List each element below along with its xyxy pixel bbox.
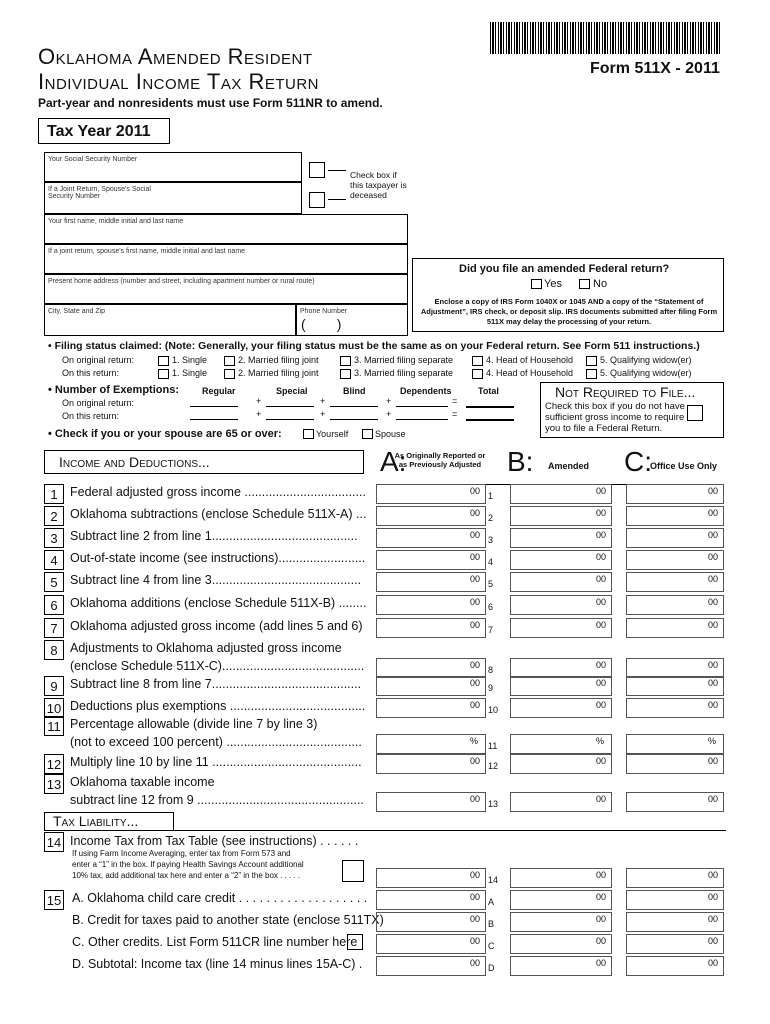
cents-marker: 00 — [470, 620, 481, 630]
deceased-checkbox[interactable] — [309, 162, 325, 178]
cents-marker: 00 — [708, 530, 719, 540]
line-text: Percentage allowable (divide line 7 by line 3) — [70, 717, 318, 731]
exemption-input[interactable] — [466, 406, 514, 408]
cents-marker: 00 — [596, 486, 607, 496]
exemption-operator: + — [256, 409, 262, 419]
filing-status-checkbox[interactable] — [340, 369, 351, 379]
amended-federal-question: Did you file an amended Federal return? — [459, 263, 670, 275]
amended-yes-label: Yes — [544, 278, 562, 290]
city-field[interactable] — [44, 304, 296, 336]
cents-marker: 00 — [708, 936, 719, 946]
col-a-letter: A: — [380, 446, 407, 477]
address-field[interactable] — [44, 274, 408, 304]
amended-no-label: No — [593, 278, 608, 290]
address-label: Present home address (number and street, including apartment number or rural route) — [48, 278, 315, 285]
exemption-input[interactable] — [330, 406, 378, 407]
exemption-input[interactable] — [330, 419, 378, 420]
phone-label: Phone Number — [300, 308, 348, 315]
not-required-title: Not Required to File... — [555, 384, 696, 400]
line-ref: D — [488, 963, 495, 973]
exemption-operator: = — [452, 396, 458, 406]
filing-status-checkbox[interactable] — [472, 369, 483, 379]
age65-yourself-checkbox[interactable] — [303, 429, 314, 439]
not-required-checkbox[interactable] — [687, 405, 703, 421]
cents-marker: 00 — [470, 508, 481, 518]
line-number: 9 — [44, 676, 64, 696]
age65-label: • Check if you or your spouse are 65 or over: — [48, 428, 282, 440]
exemption-input[interactable] — [190, 406, 238, 407]
cents-marker: 00 — [708, 756, 719, 766]
phone-parens: ( ) — [301, 316, 342, 332]
exemption-operator: + — [386, 409, 392, 419]
line-ref: 14 — [488, 875, 499, 885]
line-ref: 3 — [488, 535, 494, 545]
exemption-input[interactable] — [396, 419, 448, 420]
cents-marker: 00 — [708, 574, 719, 584]
cents-marker: 00 — [708, 794, 719, 804]
line-text: Adjustments to Oklahoma adjusted gross income — [70, 641, 342, 655]
cents-marker: 00 — [596, 508, 607, 518]
amended-federal-box — [412, 258, 724, 332]
not-required-box — [540, 382, 724, 438]
tax-year-box: Tax Year 2011 — [38, 118, 170, 144]
cents-marker: 00 — [596, 620, 607, 630]
line-14-note2: enter a “1” in the box. If paying Health Savings Account additional — [72, 860, 304, 869]
tax-liability-rule — [44, 830, 726, 831]
cents-marker: 00 — [708, 486, 719, 496]
col-a-text: As Originally Reported or as Previously Adjusted — [394, 451, 486, 469]
line-number: 6 — [44, 595, 64, 615]
line-text-continued: (enclose Schedule 511X-C)......................................... — [70, 659, 365, 673]
spouse-ssn-label: If a Joint Return, Spouse's Social Security Number — [48, 186, 151, 200]
line-number: 8 — [44, 640, 64, 660]
line-ref: B — [488, 919, 495, 929]
exemptions-col-total: Total — [478, 386, 499, 396]
cents-marker: 00 — [470, 936, 481, 946]
city-label: City, State and Zip — [48, 308, 106, 315]
cents-marker: 00 — [470, 700, 481, 710]
cents-marker: 00 — [596, 700, 607, 710]
line-number: 5 — [44, 572, 64, 592]
exemption-input[interactable] — [466, 419, 514, 421]
exemptions-col-dependents: Dependents — [400, 386, 452, 396]
line-15-text: A. Oklahoma child care credit . . . . . . . . . . . . . . . . . . . — [72, 891, 368, 905]
arrow-line — [328, 199, 346, 200]
cents-marker: 00 — [470, 486, 481, 496]
exemptions-this-label: On this return: — [62, 411, 120, 421]
filing-status-checkbox[interactable] — [158, 356, 169, 366]
filing-status-heading: • Filing status claimed: (Note: Generally, your filing status must be the same as on your Federal return. See Form 511 instructions.) — [48, 340, 700, 352]
cents-marker: 00 — [708, 892, 719, 902]
line-ref: 5 — [488, 579, 494, 589]
cents-marker: 00 — [470, 892, 481, 902]
cents-marker: 00 — [596, 660, 607, 670]
cents-marker: 00 — [708, 508, 719, 518]
cents-marker: 00 — [596, 936, 607, 946]
col-b-text: Amended — [548, 461, 590, 471]
exemption-operator: + — [320, 409, 326, 419]
age65-yourself-label: Yourself — [316, 429, 349, 439]
exemption-input[interactable] — [190, 419, 238, 420]
line-text: Subtract line 2 from line 1.......................................... — [70, 529, 358, 543]
line-15-text: C. Other credits. List Form 511CR line number here — [72, 935, 358, 949]
cents-marker: 00 — [470, 530, 481, 540]
form-title: Oklahoma Amended Resident Individual Income Tax Return — [38, 44, 320, 94]
line-ref: 9 — [488, 683, 494, 693]
line-number: 2 — [44, 506, 64, 526]
cents-marker: 00 — [708, 678, 719, 688]
cents-marker: 00 — [470, 678, 481, 688]
cents-marker: 00 — [470, 660, 481, 670]
exemptions-col-blind: Blind — [343, 386, 366, 396]
line-ref: 1 — [488, 491, 494, 501]
filing-this-label: On this return: — [62, 368, 120, 378]
exemption-input[interactable] — [266, 419, 314, 420]
cents-marker: 00 — [596, 794, 607, 804]
filing-status-checkbox[interactable] — [224, 356, 235, 366]
cents-marker: 00 — [470, 794, 481, 804]
spouse-deceased-checkbox[interactable] — [309, 192, 325, 208]
cents-marker: 00 — [708, 660, 719, 670]
line-ref: 2 — [488, 513, 494, 523]
arrow-line — [328, 170, 346, 171]
line-text: Oklahoma adjusted gross income (add lines 5 and 6) — [70, 619, 363, 633]
cents-marker: % — [708, 736, 717, 746]
line-number: 12 — [44, 754, 64, 774]
line-text: Subtract line 4 from line 3........................................... — [70, 573, 362, 587]
line-14-text: Income Tax from Tax Table (see instructions) . . . . . . — [70, 834, 359, 848]
line-14-number: 14 — [44, 832, 64, 852]
cents-marker: 00 — [596, 870, 607, 880]
exemption-input[interactable] — [396, 406, 448, 407]
line-15-number: 15 — [44, 890, 64, 910]
deceased-note: Check box if this taxpayer is deceased — [350, 170, 407, 200]
tax-liability-heading: Tax Liability... — [44, 812, 174, 830]
col-b-letter: B: — [507, 446, 534, 477]
ssn-field[interactable] — [44, 152, 302, 182]
line-15-text: B. Credit for taxes paid to another state (enclose 511TX) — [72, 913, 384, 927]
spouse-ssn-field[interactable] — [44, 182, 302, 214]
line-ref: 7 — [488, 625, 494, 635]
form-number: Form 511X - 2011 — [590, 60, 720, 77]
amended-yes-checkbox[interactable] — [531, 279, 542, 289]
not-required-text: Check this box if you do not have sufficient gross income to require you to file a Federal Return. — [545, 401, 685, 434]
cents-marker: 00 — [708, 552, 719, 562]
cents-marker: 00 — [708, 620, 719, 630]
line-text: Deductions plus exemptions ....................................... — [70, 699, 366, 713]
ssn-label: Your Social Security Number — [48, 156, 138, 163]
filing-status-option-label: 3. Married filing separate — [354, 355, 454, 365]
filing-status-option-label: 1. Single — [172, 355, 208, 365]
filing-status-option-label: 5. Qualifying widow(er) — [600, 368, 692, 378]
cents-marker: 00 — [596, 756, 607, 766]
exemptions-heading: • Number of Exemptions: — [48, 384, 179, 396]
line-14-note1: If using Farm Income Averaging, enter tax from Form 573 and — [72, 849, 291, 858]
first-name-label: Your first name, middle initial and last name — [48, 218, 184, 225]
cents-marker: 00 — [596, 678, 607, 688]
cents-marker: % — [596, 736, 605, 746]
cents-marker: 00 — [708, 700, 719, 710]
income-heading: Income and Deductions... — [44, 450, 364, 474]
cents-marker: 00 — [596, 914, 607, 924]
line-text-continued: (not to exceed 100 percent) ....................................... — [70, 735, 362, 749]
line-ref: 12 — [488, 761, 499, 771]
exemptions-col-regular: Regular — [202, 386, 236, 396]
line-text: Out-of-state income (see instructions)......................... — [70, 551, 366, 565]
cents-marker: 00 — [470, 870, 481, 880]
age65-spouse-label: Spouse — [375, 429, 406, 439]
line-ref: 10 — [488, 705, 499, 715]
cents-marker: 00 — [708, 958, 719, 968]
cents-marker: 00 — [596, 530, 607, 540]
line-ref: 6 — [488, 602, 494, 612]
line-number: 4 — [44, 550, 64, 570]
cents-marker: 00 — [470, 552, 481, 562]
filing-status-option-label: 3. Married filing separate — [354, 368, 454, 378]
exemption-operator: + — [256, 396, 262, 406]
amended-federal-note: Enclose a copy of IRS Form 1040X or 1045 AND a copy of the “Statement of Adjustment”, IRS check, or deposit slip. IRS documents submitted after filing Form 511X may delay the processing of your return. — [420, 297, 718, 326]
filing-status-checkbox[interactable] — [224, 369, 235, 379]
cents-marker: 00 — [470, 914, 481, 924]
line-ref: C — [488, 941, 495, 951]
age65-spouse-checkbox[interactable] — [362, 429, 373, 439]
filing-status-checkbox[interactable] — [586, 369, 597, 379]
line-15-text: D. Subtotal: Income tax (line 14 minus lines 15A-C) . — [72, 957, 363, 971]
cents-marker: 00 — [596, 958, 607, 968]
exemption-operator: + — [320, 396, 326, 406]
phone-field[interactable] — [296, 304, 408, 336]
line-text: Federal adjusted gross income ................................... — [70, 485, 366, 499]
line-number: 1 — [44, 484, 64, 504]
line-ref: 8 — [488, 665, 494, 675]
filing-original-label: On original return: — [62, 355, 135, 365]
exemptions-col-special: Special — [276, 386, 308, 396]
amended-no-checkbox[interactable] — [579, 279, 590, 289]
line-ref: 13 — [488, 799, 499, 809]
spouse-name-field[interactable] — [44, 244, 408, 274]
first-name-field[interactable] — [44, 214, 408, 244]
line-ref: A — [488, 897, 495, 907]
line-ref: 4 — [488, 557, 494, 567]
line-number: 10 — [44, 698, 64, 718]
filing-status-option-label: 1. Single — [172, 368, 208, 378]
filing-status-checkbox[interactable] — [586, 356, 597, 366]
filing-status-option-label: 4. Head of Household — [486, 368, 574, 378]
line-number: 7 — [44, 618, 64, 638]
line-number: 3 — [44, 528, 64, 548]
filing-status-option-label: 2. Married filing joint — [238, 355, 319, 365]
filing-status-checkbox[interactable] — [158, 369, 169, 379]
cents-marker: 00 — [596, 597, 607, 607]
line-14-code-box[interactable] — [342, 860, 364, 882]
cents-marker: 00 — [708, 597, 719, 607]
line-number: 13 — [44, 774, 64, 794]
exemption-input[interactable] — [266, 406, 314, 407]
exemption-operator: + — [386, 396, 392, 406]
cents-marker: 00 — [470, 574, 481, 584]
line-number: 11 — [44, 716, 64, 736]
line-text: Oklahoma taxable income — [70, 775, 215, 789]
part-year-note: Part-year and nonresidents must use Form 511NR to amend. — [38, 96, 383, 110]
filing-status-option-label: 5. Qualifying widow(er) — [600, 355, 692, 365]
line-15c-box[interactable] — [347, 934, 363, 950]
filing-status-checkbox[interactable] — [340, 356, 351, 366]
cents-marker: % — [470, 736, 479, 746]
line-text: Oklahoma subtractions (enclose Schedule 511X-A) ... — [70, 507, 367, 521]
filing-status-option-label: 2. Married filing joint — [238, 368, 319, 378]
cents-marker: 00 — [596, 574, 607, 584]
line-ref: 11 — [488, 741, 498, 751]
filing-status-checkbox[interactable] — [472, 356, 483, 366]
line-text: Subtract line 8 from line 7........................................... — [70, 677, 362, 691]
cents-marker: 00 — [596, 892, 607, 902]
spouse-name-label: If a joint return, spouse's first name, middle initial and last name — [48, 248, 246, 255]
cents-marker: 00 — [470, 597, 481, 607]
exemption-operator: = — [452, 409, 458, 419]
exemptions-original-label: On original return: — [62, 398, 135, 408]
filing-status-option-label: 4. Head of Household — [486, 355, 574, 365]
barcode — [490, 22, 722, 54]
cents-marker: 00 — [470, 756, 481, 766]
line-text: Multiply line 10 by line 11 ........................................... — [70, 755, 362, 769]
cents-marker: 00 — [708, 870, 719, 880]
line-text-continued: subtract line 12 from 9 ................................................ — [70, 793, 364, 807]
line-text: Oklahoma additions (enclose Schedule 511X-B) ........ — [70, 596, 367, 610]
col-c-text: Office Use Only — [650, 461, 718, 471]
cents-marker: 00 — [470, 958, 481, 968]
cents-marker: 00 — [708, 914, 719, 924]
cents-marker: 00 — [596, 552, 607, 562]
line-14-note3: 10% tax, add additional tax here and enter a “2” in the box . . . . . — [72, 871, 301, 880]
col-c-letter: C: — [624, 446, 652, 477]
